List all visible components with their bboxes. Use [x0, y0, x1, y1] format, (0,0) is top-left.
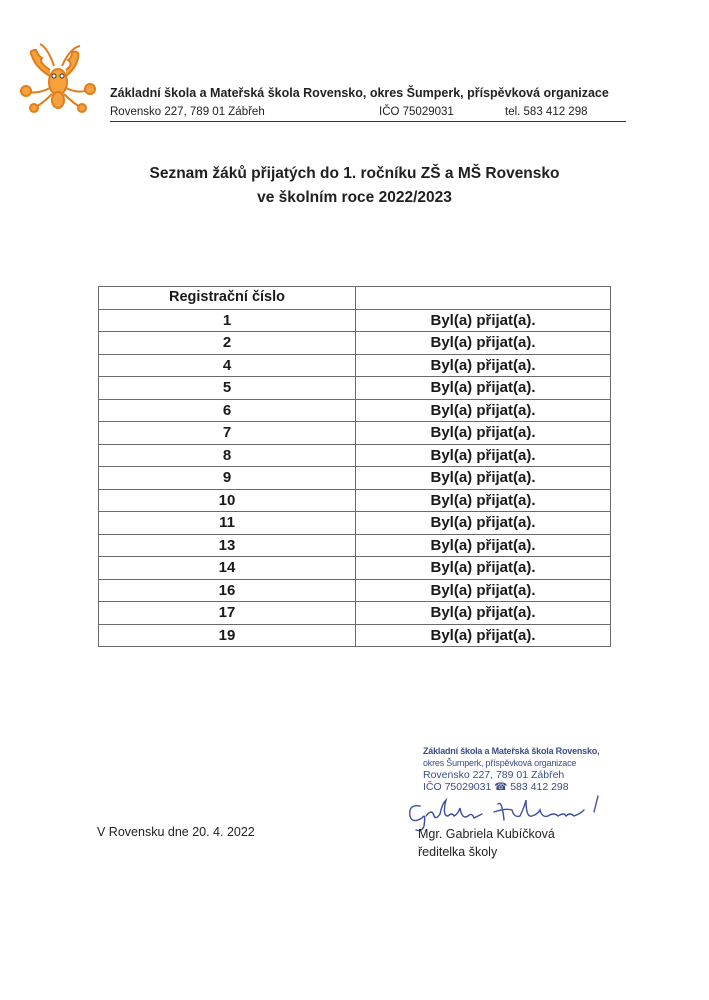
- stamp-line-4: IČO 75029031 ☎ 583 412 298: [423, 781, 569, 793]
- table-row: [99, 444, 611, 467]
- registration-number-cell: 7: [99, 422, 356, 445]
- table-row: [99, 579, 611, 602]
- column-header-number: Registrační číslo: [99, 287, 356, 310]
- registration-number-cell: 11: [99, 512, 356, 535]
- header-divider: [110, 121, 626, 122]
- admission-status-cell: Byl(a) přijat(a).: [356, 534, 611, 557]
- admission-status-cell: Byl(a) přijat(a).: [356, 399, 611, 422]
- table-header-row: [99, 287, 611, 310]
- table-row: [99, 354, 611, 377]
- admission-status-cell: Byl(a) přijat(a).: [356, 332, 611, 355]
- signer-role: ředitelka školy: [418, 845, 498, 859]
- table-row: [99, 557, 611, 580]
- table-row: [99, 422, 611, 445]
- table-row: [99, 624, 611, 647]
- registration-number-cell: 16: [99, 579, 356, 602]
- admission-status-cell: Byl(a) přijat(a).: [356, 354, 611, 377]
- table-row: [99, 467, 611, 490]
- admission-status-cell: Byl(a) přijat(a).: [356, 489, 611, 512]
- stamp-line-3: Rovensko 227, 789 01 Zábřeh: [423, 769, 565, 781]
- school-name: Základní škola a Mateřská škola Rovensko, okres Šumperk, příspěvková organizace: [110, 86, 609, 100]
- registration-number-cell: 1: [99, 309, 356, 332]
- admission-status-cell: Byl(a) přijat(a).: [356, 557, 611, 580]
- signer-block: [418, 825, 555, 861]
- signer-name: Mgr. Gabriela Kubíčková: [418, 827, 555, 841]
- table-row: [99, 489, 611, 512]
- place-and-date: V Rovensku dne 20. 4. 2022: [97, 825, 255, 839]
- crayfish-logo-icon: [14, 42, 106, 114]
- registration-number-cell: 10: [99, 489, 356, 512]
- table-row: [99, 534, 611, 557]
- registration-number-cell: 6: [99, 399, 356, 422]
- school-ico: IČO 75029031: [379, 106, 454, 118]
- registration-number-cell: 5: [99, 377, 356, 400]
- admission-table: [98, 286, 611, 647]
- school-phone: tel. 583 412 298: [505, 106, 588, 118]
- table-row: [99, 377, 611, 400]
- table-row: [99, 309, 611, 332]
- table-row: [99, 399, 611, 422]
- registration-number-cell: 4: [99, 354, 356, 377]
- document-title: Seznam žáků přijatých do 1. ročníku ZŠ a MŠ Rovensko: [149, 165, 560, 182]
- registration-number-cell: 19: [99, 624, 356, 647]
- admission-status-cell: Byl(a) přijat(a).: [356, 512, 611, 535]
- admission-status-cell: Byl(a) přijat(a).: [356, 309, 611, 332]
- school-address: Rovensko 227, 789 01 Zábřeh: [110, 106, 265, 118]
- school-stamp: [423, 745, 599, 793]
- stamp-line-1: Základní škola a Mateřská škola Rovensko,: [423, 746, 600, 756]
- registration-number-cell: 2: [99, 332, 356, 355]
- registration-number-cell: 9: [99, 467, 356, 490]
- admission-status-cell: Byl(a) přijat(a).: [356, 579, 611, 602]
- admission-status-cell: Byl(a) přijat(a).: [356, 377, 611, 400]
- admission-status-cell: Byl(a) přijat(a).: [356, 602, 611, 625]
- admission-status-cell: Byl(a) přijat(a).: [356, 467, 611, 490]
- admission-status-cell: Byl(a) přijat(a).: [356, 422, 611, 445]
- registration-number-cell: 8: [99, 444, 356, 467]
- registration-number-cell: 13: [99, 534, 356, 557]
- document-subtitle: ve školním roce 2022/2023: [257, 189, 452, 206]
- admission-status-cell: Byl(a) přijat(a).: [356, 624, 611, 647]
- table-row: [99, 332, 611, 355]
- table-row: [99, 602, 611, 625]
- registration-number-cell: 14: [99, 557, 356, 580]
- admission-status-cell: Byl(a) přijat(a).: [356, 444, 611, 467]
- table-row: [99, 512, 611, 535]
- stamp-line-2: okres Šumperk, příspěvková organizace: [423, 758, 577, 768]
- registration-number-cell: 17: [99, 602, 356, 625]
- column-header-status: [356, 287, 611, 310]
